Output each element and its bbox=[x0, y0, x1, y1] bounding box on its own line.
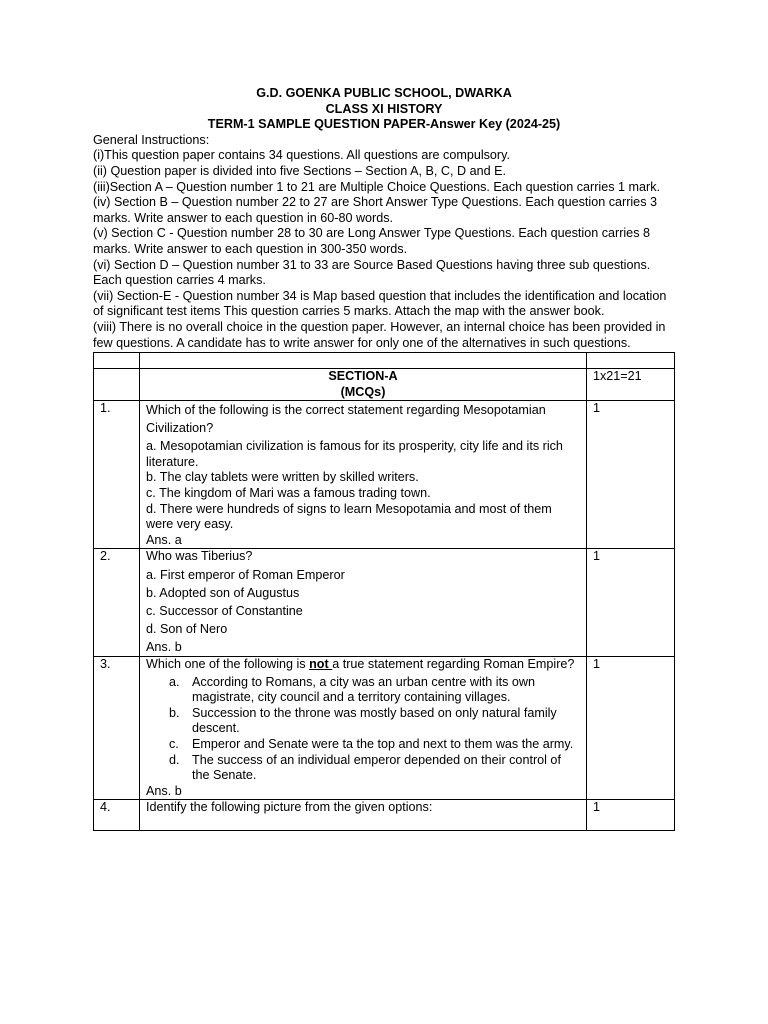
instruction-item: (vii) Section-E - Question number 34 is Map based question that includes the identification and location of significant test items This question carries 5 marks. Attach the map with the answer book. bbox=[93, 288, 667, 319]
school-name: G.D. GOENKA PUBLIC SCHOOL, DWARKA bbox=[256, 86, 512, 100]
option-text: The success of an individual emperor depended on their control of the Senate. bbox=[192, 752, 561, 783]
question-marks: 1 bbox=[587, 549, 675, 657]
section-marks: 1x21=21 bbox=[587, 369, 675, 401]
option: a. First emperor of Roman Emperor bbox=[146, 567, 345, 582]
option: c. Successor of Constantine bbox=[146, 604, 303, 618]
table-cell bbox=[94, 369, 140, 401]
option: b. Adopted son of Augustus bbox=[146, 585, 300, 600]
question-text: Identify the following picture from the given options: bbox=[146, 800, 433, 815]
question-cell bbox=[140, 656, 587, 799]
answer: Ans. b bbox=[146, 640, 182, 655]
instruction-item: (iii)Section A – Question number 1 to 21 are Multiple Choice Questions. Each question carries 1 mark. bbox=[93, 179, 661, 194]
question-text: Which of the following is the correct statement regarding Mesopotamian Civilization? bbox=[146, 403, 546, 436]
questions-table bbox=[93, 352, 675, 831]
instruction-item: (vi) Section D – Question number 31 to 33 are Source Based Questions having three sub questions. Each question carries 4 marks. bbox=[93, 257, 651, 288]
option-marker: b. bbox=[169, 705, 180, 720]
class-title: CLASS XI HISTORY bbox=[325, 101, 443, 116]
option: d. Son of Nero bbox=[146, 622, 228, 637]
section-title: SECTION-A bbox=[328, 369, 398, 384]
paper-title: TERM-1 SAMPLE QUESTION PAPER-Answer Key (2024-25) bbox=[207, 117, 561, 132]
option: a. Mesopotamian civilization is famous for its prosperity, city life and its rich literature. bbox=[146, 439, 563, 469]
section-row bbox=[94, 369, 675, 401]
instruction-item: (ii) Question paper is divided into five Sections – Section A, B, C, D and E. bbox=[93, 163, 507, 178]
question-marks: 1 bbox=[587, 401, 675, 549]
option-marker: d. bbox=[169, 752, 180, 767]
question-marks: 1 bbox=[587, 656, 675, 799]
option bbox=[169, 674, 580, 706]
instruction-item: (iv) Section B – Question number 22 to 27 are Short Answer Type Questions. Each question carries 3 marks. Write answer to each question in 60-80 words. bbox=[93, 195, 657, 225]
table-row bbox=[94, 800, 675, 831]
section-heading bbox=[140, 369, 587, 401]
option-text: Emperor and Senate were ta the top and next to them was the army. bbox=[192, 736, 574, 751]
question-text bbox=[146, 657, 580, 673]
question-number: 4. bbox=[94, 800, 140, 831]
option-marker: c. bbox=[169, 736, 179, 751]
general-instructions bbox=[93, 133, 675, 351]
option-text: According to Romans, a city was an urban centre with its own magistrate, city council and a territory containing villages. bbox=[192, 674, 535, 705]
option bbox=[169, 752, 580, 784]
question-marks: 1 bbox=[587, 800, 675, 831]
option: b. The clay tablets were written by skilled writers. bbox=[146, 470, 419, 485]
answer: Ans. a bbox=[146, 532, 182, 547]
question-number: 3. bbox=[94, 656, 140, 799]
question-emphasis: not bbox=[309, 656, 333, 671]
instructions-heading: General Instructions: bbox=[93, 132, 210, 147]
question-cell bbox=[140, 800, 587, 831]
option: c. The kingdom of Mari was a famous trading town. bbox=[146, 486, 431, 501]
option: d. There were hundreds of signs to learn Mesopotamia and most of them were very easy. bbox=[146, 501, 552, 532]
question-cell bbox=[140, 401, 587, 549]
option bbox=[169, 736, 580, 753]
option-text: Succession to the throne was mostly based on only natural family descent. bbox=[192, 705, 557, 736]
table-cell bbox=[140, 353, 587, 369]
table-spacer-row bbox=[94, 353, 675, 369]
instruction-item: (v) Section C - Question number 28 to 30 are Long Answer Type Questions. Each question carries 8 marks. Write answer to each question in 300-350 words. bbox=[93, 226, 650, 256]
table-cell bbox=[94, 353, 140, 369]
question-text-post: a true statement regarding Roman Empire? bbox=[332, 656, 575, 671]
table-row bbox=[94, 549, 675, 657]
question-text-pre: Which one of the following is bbox=[146, 656, 310, 671]
document-page bbox=[93, 86, 675, 831]
option-list bbox=[146, 675, 580, 784]
document-header bbox=[93, 86, 675, 133]
section-subtitle: (MCQs) bbox=[340, 384, 386, 399]
instruction-item: (i)This question paper contains 34 questions. All questions are compulsory. bbox=[93, 148, 510, 163]
question-text: Who was Tiberius? bbox=[146, 549, 253, 564]
table-row bbox=[94, 656, 675, 799]
option-marker: a. bbox=[169, 674, 180, 689]
question-number: 1. bbox=[94, 401, 140, 549]
table-cell bbox=[587, 353, 675, 369]
answer: Ans. b bbox=[146, 783, 182, 798]
option bbox=[169, 705, 580, 737]
instruction-item: (viii) There is no overall choice in the question paper. However, an internal choice has been provided in few questions. A candidate has to write answer for only one of the alternatives in such questions. bbox=[93, 319, 666, 350]
question-number: 2. bbox=[94, 549, 140, 657]
question-cell bbox=[140, 549, 587, 657]
table-row bbox=[94, 401, 675, 549]
